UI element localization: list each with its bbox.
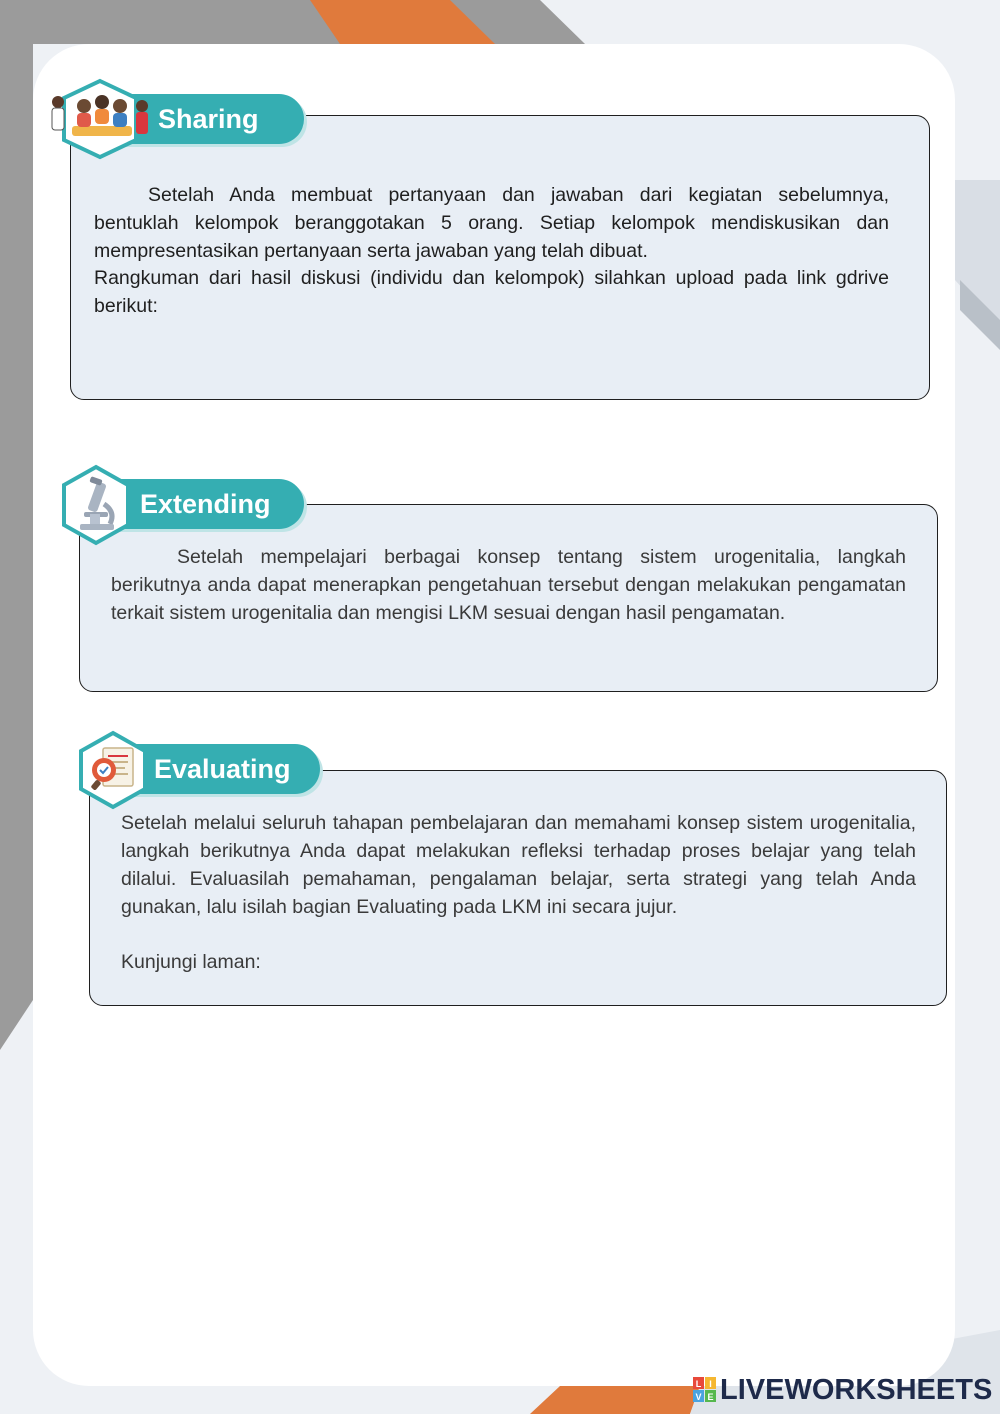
sharing-header-line xyxy=(300,115,900,116)
sharing-title: Sharing xyxy=(158,104,259,134)
logo-letter-e: E xyxy=(707,1392,714,1402)
extending-paragraph: Setelah mempelajari berbagai konsep tentang sistem urogenitalia, langkah berikutnya anda dapat menerapkan pengetahuan tersebut dengan melakukan pengamatan terkait sistem urogenitalia dan mengisi LKM sesuai dengan hasil pengamatan. xyxy=(111,546,906,624)
evaluation-report-icon xyxy=(77,730,149,810)
liveworksheets-logo xyxy=(693,1374,992,1406)
extending-header-line xyxy=(305,504,920,505)
extending-title: Extending xyxy=(140,489,271,519)
evaluating-paragraph: Setelah melalui seluruh tahapan pembelajaran dan memahami konsep sistem urogenitalia, langkah berikutnya Anda dapat melakukan refleksi terhadap proses belajar yang telah dilalui. Evaluasilah pemahaman, pengalaman belajar, serta strategi yang telah Anda gunakan, lalu isilah bagian Evaluating pada LKM ini secara jujur. xyxy=(121,812,916,918)
logo-letter-l: L xyxy=(695,1379,702,1389)
liveworksheets-logo-text: LIVEWORKSHEETS xyxy=(720,1373,993,1406)
sharing-group-icon xyxy=(44,78,156,160)
evaluating-title-pill xyxy=(126,744,320,794)
sharing-paragraph-2: Rangkuman dari hasil diskusi (individu dan kelompok) silahkan upload pada link gdrive berikut: xyxy=(94,267,889,317)
extending-title-pill xyxy=(108,479,304,529)
sharing-paragraph-1: Setelah Anda membuat pertanyaan dan jawaban dari kegiatan sebelumnya, bentuklah kelompok beranggotakan 5 orang. Setiap kelompok mendiskusikan dan mempresentasikan pertanyaan serta jawaban yang telah dibuat. xyxy=(94,184,889,262)
evaluating-link-label: Kunjungi laman: xyxy=(121,951,261,973)
microscope-icon xyxy=(60,464,132,546)
evaluating-title: Evaluating xyxy=(154,754,291,784)
logo-letter-i: I xyxy=(709,1379,712,1389)
evaluating-header-line xyxy=(322,770,932,771)
logo-letter-v: V xyxy=(695,1392,702,1402)
liveworksheets-logo-icon xyxy=(693,1377,717,1403)
